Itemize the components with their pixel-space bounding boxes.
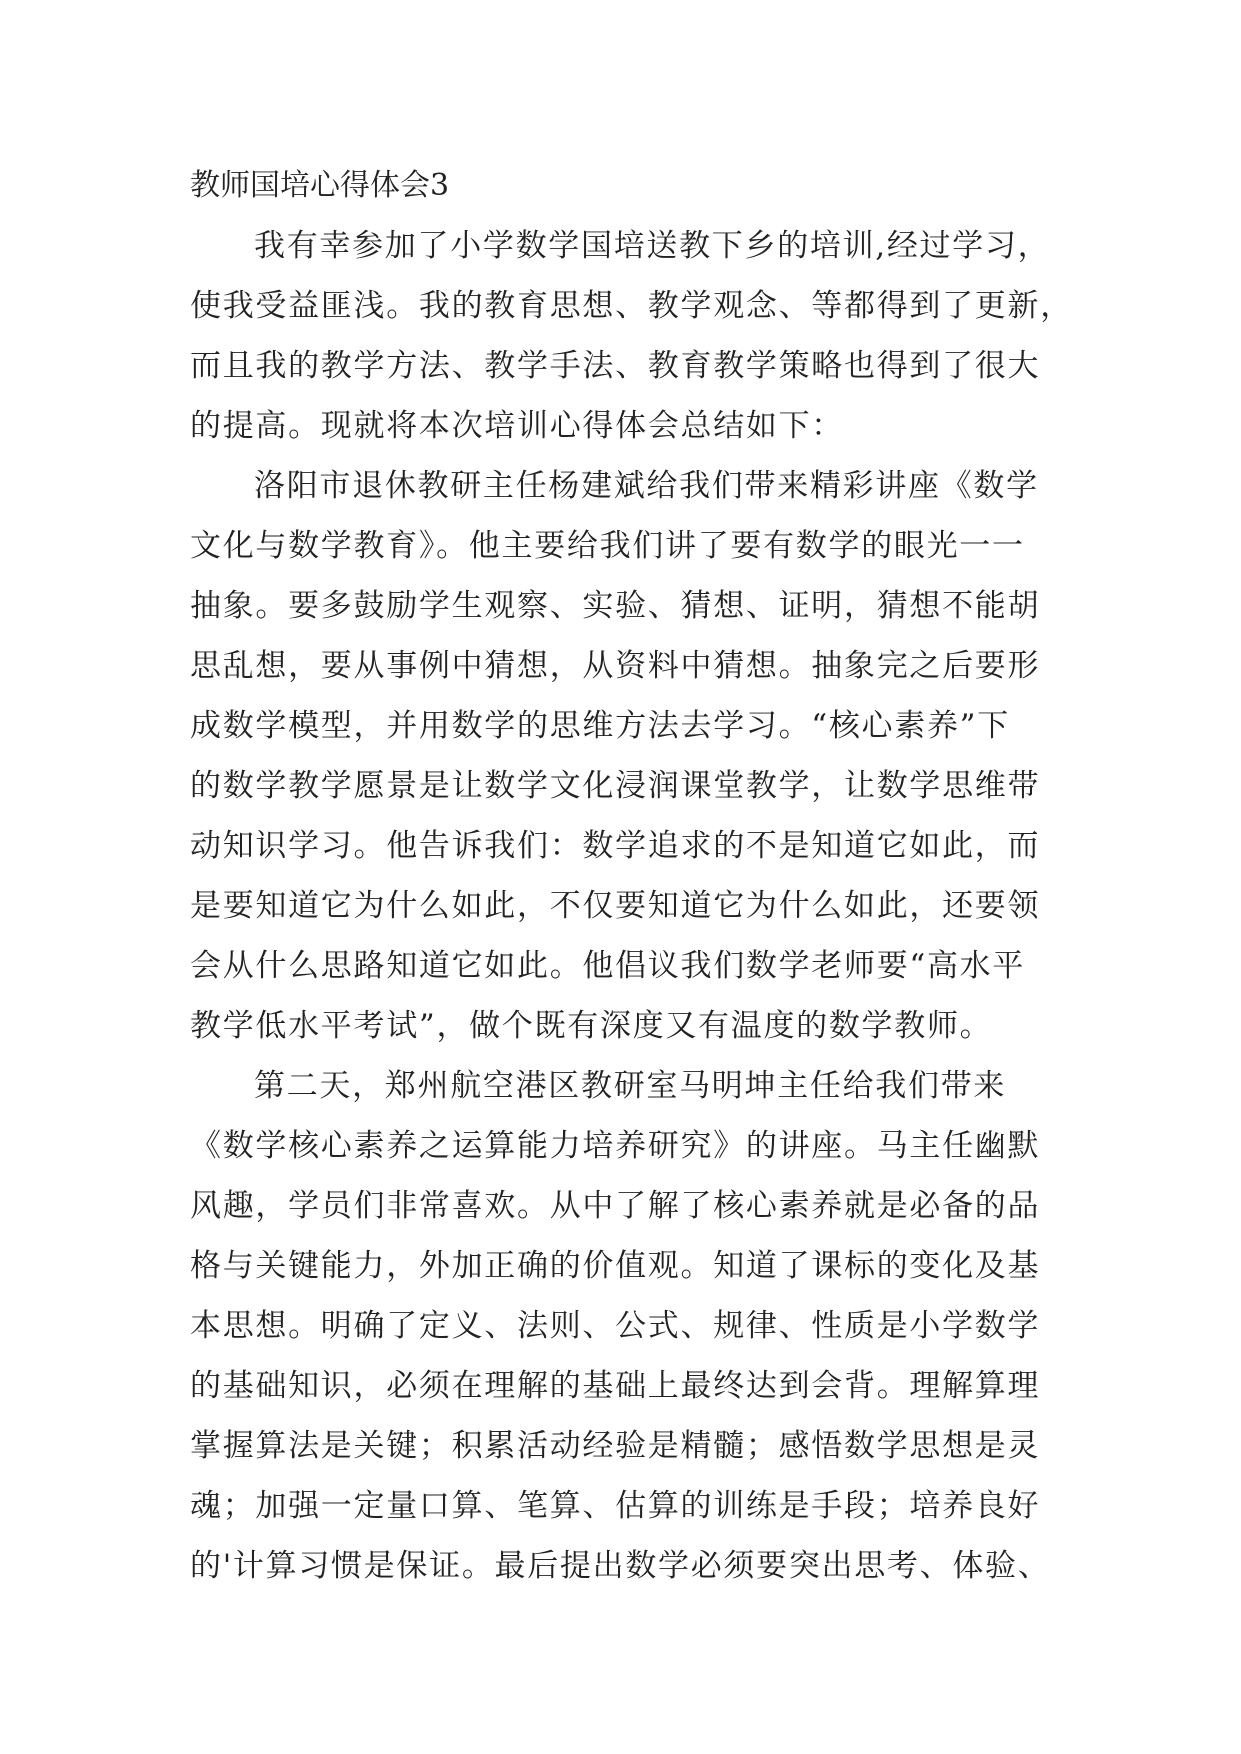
text-line: 掌握算法是关键；积累活动经验是精髓；感悟数学思想是灵: [190, 1428, 1041, 1464]
text-line: 使我受益匪浅。我的教育思想、教学观念、等都得到了更新，: [190, 288, 1073, 324]
text-line: 的提高。现就将本次培训心得体会总结如下：: [190, 408, 844, 444]
paragraph-2: [190, 456, 1070, 1056]
text-line: 魂；加强一定量口算、笔算、估算的训练是手段；培养良好: [190, 1488, 1041, 1524]
text-line: 洛阳市退休教研主任杨建斌给我们带来精彩讲座《数学: [254, 468, 1039, 504]
text-line: 我有幸参加了小学数学国培送教下乡的培训,经过学习，: [254, 228, 1051, 264]
text-line: 成数学模型，并用数学的思维方法去学习。“核心素养”下: [190, 708, 1010, 744]
text-line: 教学低水平考试”，做个既有深度又有温度的数学教师。: [190, 1008, 993, 1044]
text-line: 的'计算习惯是保证。最后提出数学必须要突出思考、体验、: [190, 1548, 1051, 1584]
text-line: 风趣，学员们非常喜欢。从中了解了核心素养就是必备的品: [190, 1188, 1041, 1224]
text-line: 本思想。明确了定义、法则、公式、规律、性质是小学数学: [190, 1308, 1041, 1344]
text-line: 思乱想，要从事例中猜想，从资料中猜想。抽象完之后要形: [190, 648, 1041, 684]
text-line: 《数学核心素养之运算能力培养研究》的讲座。马主任幽默: [190, 1128, 1041, 1164]
text-line: 的数学教学愿景是让数学文化浸润课堂教学，让数学思维带: [190, 768, 1041, 804]
text-line: 会从什么思路知道它如此。他倡议我们数学老师要“高水平: [190, 948, 1026, 984]
text-line: 文化与数学教育》。他主要给我们讲了要有数学的眼光一一: [190, 528, 1025, 564]
text-line: 是要知道它为什么如此，不仅要知道它为什么如此，还要领: [190, 888, 1041, 924]
text-line: 格与关键能力，外加正确的价值观。知道了课标的变化及基: [190, 1248, 1041, 1284]
paragraph-1: [190, 216, 1073, 456]
text-line: 抽象。要多鼓励学生观察、实验、猜想、证明，猜想不能胡: [190, 588, 1041, 624]
text-line: 的基础知识，必须在理解的基础上最终达到会背。理解算理: [190, 1368, 1041, 1404]
document-body: [190, 216, 1073, 1596]
text-line: 动知识学习。他告诉我们：数学追求的不是知道它如此，而: [190, 828, 1041, 864]
text-line: 第二天，郑州航空港区教研室马明坤主任给我们带来: [254, 1068, 1007, 1104]
text-line: 而且我的教学方法、教学手法、教育教学策略也得到了很大: [190, 348, 1041, 384]
document-title: 教师国培心得体会3: [190, 168, 450, 203]
paragraph-3: [190, 1056, 1070, 1596]
